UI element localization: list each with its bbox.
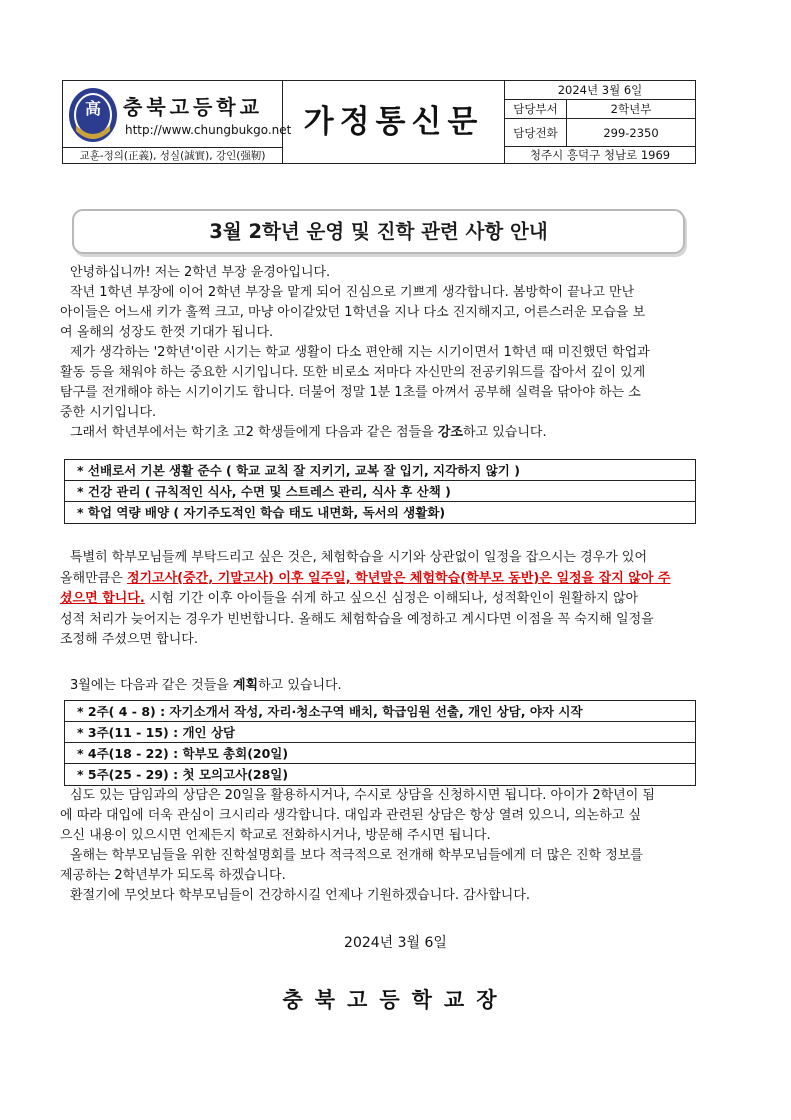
school-motto: 교훈-정의(正義), 성실(誠實), 강인(强靭) [63,148,283,164]
list-item: * 건강 관리 ( 규칙적인 식사, 수면 및 스트레스 관리, 식사 후 산책 ) [65,481,695,502]
header-table [62,80,696,164]
text-line [60,589,700,610]
text-line: 중한 시기입니다. [60,405,157,420]
text-line: 조정해 주셨으면 합니다. [60,632,198,647]
emphasis-lead [60,423,700,443]
list-item: * 3주(11 - 15) : 개인 상담 [65,722,695,743]
intro-section [60,263,700,443]
intro-paragraph-1 [60,283,700,343]
text-span: 올해만큼은 [60,570,127,586]
text-line: 올해는 학부모님들을 위한 진학설명회를 보다 적극적으로 전개해 학부모님들에게 더 많은 진학 정보를 [70,848,643,863]
text-line: 특별히 학부모님들께 부탁드리고 싶은 것은, 체험학습을 시기와 상관없이 일정을 잡으시는 경우가 있어 [70,550,648,565]
text-span: 하고 있습니다. [462,425,547,440]
list-item: * 2주( 4 - 8) : 자기소개서 작성, 자리·청소구역 배치, 학급임원 선출, 개인 상담, 야자 시작 [65,701,695,722]
dept-value: 2학년부 [610,102,652,116]
dept-label: 담당부서 [505,100,567,119]
school-logo-cell [63,81,292,148]
text-span: 하고 있습니다. [258,678,342,693]
phone-value: 299-2350 [603,126,659,140]
bold-keyword: 계획 [232,678,259,693]
school-name: 충북고등학교 [123,95,263,119]
request-section [60,548,700,651]
notice-banner-title: 3월 2학년 운영 및 진학 관련 사항 안내 [72,209,685,254]
text-span: 그래서 학년부에서는 학기초 고2 학생들에게 다음과 같은 점들을 [70,425,438,440]
text-line: 제공하는 2학년부가 되도록 하겠습니다. [60,868,286,883]
date-row [505,81,695,100]
closing-paragraph-3: 환절기에 무엇보다 학부모님들이 건강하시길 언제나 기원하겠습니다. 감사합니다. [70,888,531,903]
text-line: 심도 있는 담임과의 상담은 20일을 활용하시거나, 수시로 상담을 신청하시면 됩니다. 아이가 2학년이 됨 [70,788,655,803]
dept-row [505,100,695,119]
list-item: * 5주(25 - 29) : 첫 모의고사(28일) [77,767,289,782]
document-title: 가정통신문 [283,81,505,164]
phone-row [505,119,695,147]
text-line: 활동 등을 채워야 하는 중요한 시기입니다. 또한 비로소 저마다 자신만의 전공키워드를 잡아서 깊이 있게 [60,365,646,380]
emphasis-list-box [64,459,696,524]
closing-paragraph-1 [60,786,700,846]
plan-list-box [64,700,696,786]
list-item: * 4주(18 - 22) : 학부모 총회(20일) [65,743,695,764]
phone-label: 담당전화 [505,119,567,146]
text-line: 작년 1학년 부장에 이어 2학년 부장을 맡게 되어 진심으로 기쁘게 생각합니다. 봄방학이 끝나고 만난 [70,285,635,300]
text-line: 성적 처리가 늦어지는 경우가 빈번합니다. 올해도 체험학습을 예정하고 계시다면 이점을 꼭 숙지해 일정을 [60,611,654,627]
text-line: 아이들은 어느새 키가 훌쩍 크고, 마냥 아이같았던 1학년을 지나 다소 진지해지고, 어른스러운 모습을 보 [60,305,646,320]
school-url[interactable]: http://www.chungbukgo.net [125,123,292,137]
highlighted-request: 셨으면 합니다. [60,591,145,606]
school-address: 청주시 흥덕구 청남로 1969 [529,148,671,162]
address-row [505,147,695,164]
text-line: 여 올해의 성장도 한껏 기대가 됩니다. [60,325,274,340]
list-item: * 선배로서 기본 생활 준수 ( 학교 교칙 잘 지키기, 교복 잘 입기, 지각하지 않기 ) [65,460,695,481]
request-paragraph [60,548,700,651]
bold-keyword: 강조 [437,425,463,440]
footer-date: 2024년 3월 6일 [344,935,447,951]
emblem-char: 高 [84,99,102,118]
closing-paragraph-2 [60,846,700,886]
info-cells [505,81,695,164]
text-span: 시험 기간 이후 아이들을 쉬게 하고 싶으신 심정은 이해되나, 성적확인이 원활하지 않아 [144,591,639,606]
highlighted-request: 정기고사(중간, 기말고사) 이후 일주일, 학년말은 체험학습(학부모 동반)은 일정을 잡지 않아 주 [126,570,671,586]
school-emblem-icon [68,87,118,143]
principal-signature: 충북고등학교장 [282,988,509,1012]
text-line: 에 따라 대입에 더욱 관심이 크시리라 생각합니다. 대입과 관련된 상담은 항상 열려 있으니, 의논하고 싶 [60,808,641,823]
list-item: * 학업 역량 배양 ( 자기주도적인 학습 태도 내면화, 독서의 생활화) [77,505,446,520]
text-line: 탐구를 전개해야 하는 시기이기도 합니다. 더불어 정말 1분 1초를 아껴서 공부해 실력을 닦아야 하는 소 [60,385,641,400]
plan-section [60,676,700,696]
text-line [60,569,700,590]
closing-section [60,786,700,906]
text-line: 으신 내용이 있으시면 언제든지 학교로 전화하시거나, 방문해 주시면 됩니다. [60,828,491,843]
plan-lead [60,676,700,696]
text-line: 제가 생각하는 '2학년'이란 시기는 학교 생활이 다소 편안해 지는 시기이면서 1학년 때 미진했던 학업과 [70,345,650,360]
greeting: 안녕하십니까! 저는 2학년 부장 윤경아입니다. [70,265,331,280]
text-span: 3월에는 다음과 같은 것들을 [70,678,233,693]
issue-date: 2024년 3월 6일 [557,83,643,97]
intro-paragraph-2 [60,343,700,423]
